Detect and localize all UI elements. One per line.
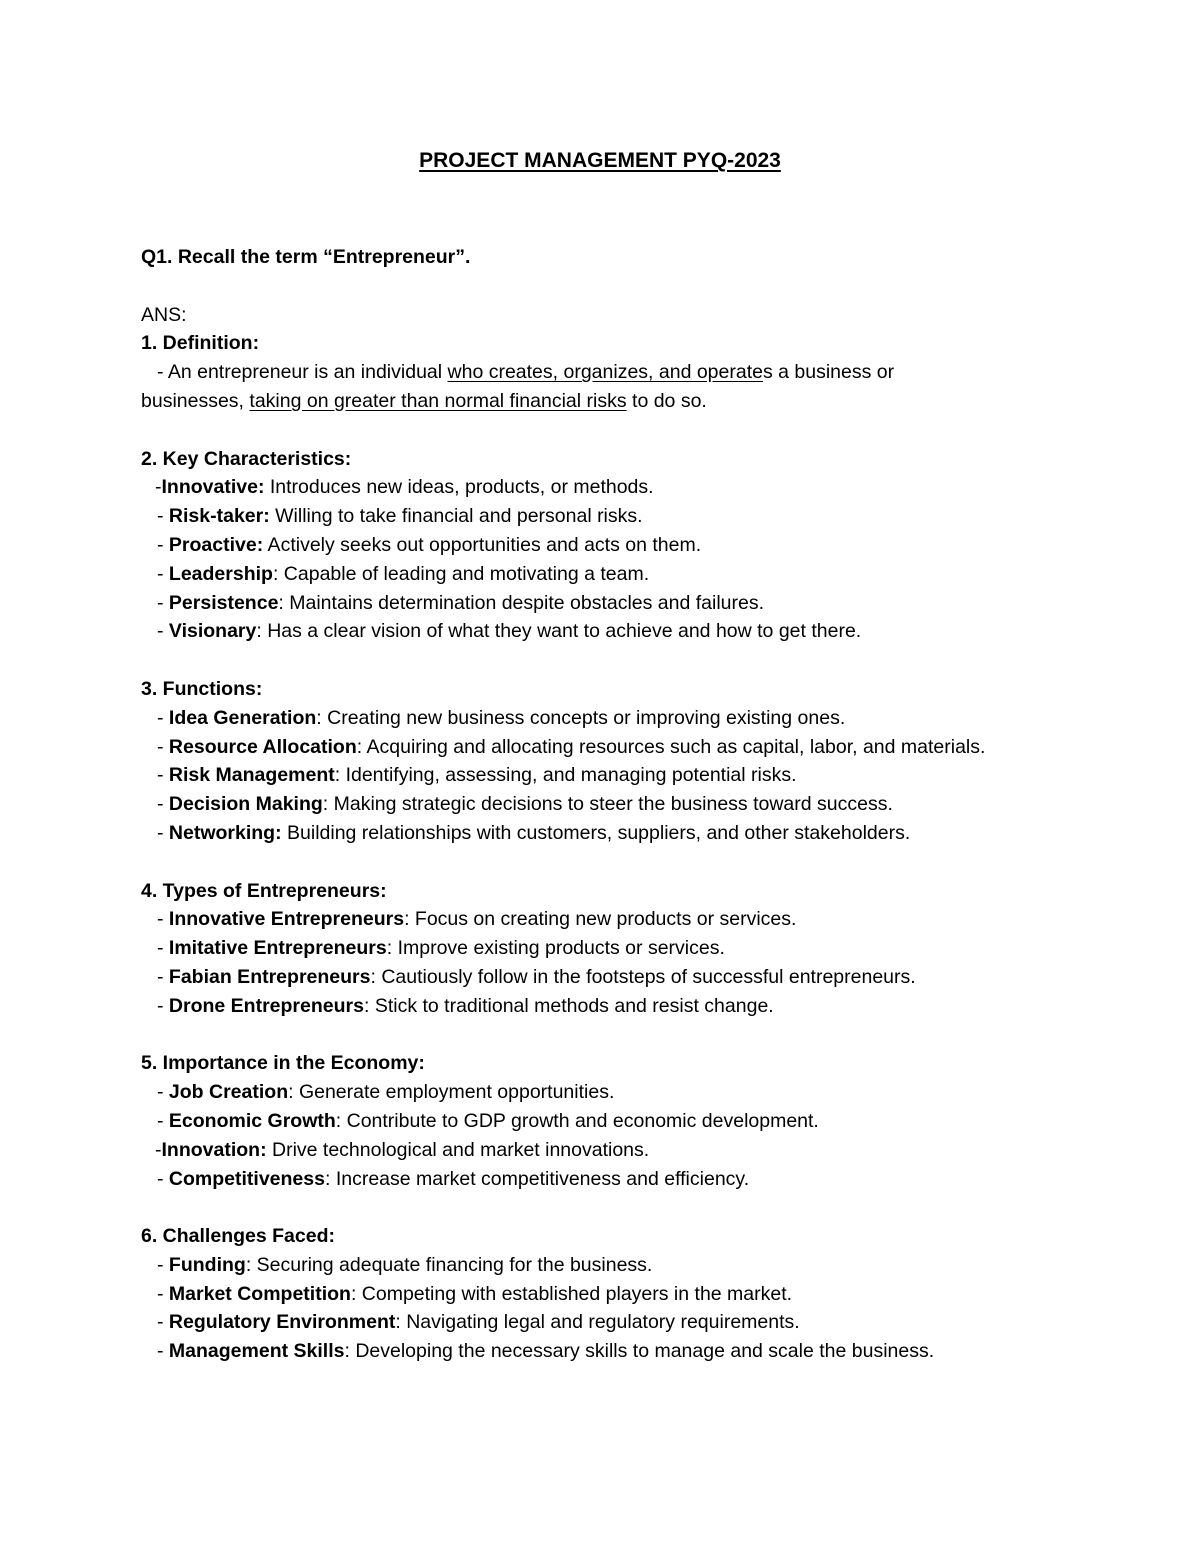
list-text: : Competing with established players in the market. — [350, 1282, 793, 1305]
list-item — [141, 531, 1101, 560]
list-item — [141, 617, 1101, 646]
list-term: Idea Generation — [168, 706, 317, 729]
list-term: Regulatory Environment — [168, 1311, 396, 1334]
list-term: Leadership — [168, 562, 273, 585]
list-text: Actively seeks out opportunities and acts on them. — [263, 533, 702, 556]
list-text: : Developing the necessary skills to manage and scale the business. — [344, 1340, 935, 1363]
definition-heading: 1. Definition: — [141, 332, 260, 355]
list-term: Persistence — [168, 591, 279, 614]
characteristics-heading: 2. Key Characteristics: — [141, 447, 352, 470]
list-item — [141, 589, 1101, 618]
definition-text: s a business or — [762, 361, 895, 384]
functions-heading: 3. Functions: — [141, 677, 263, 700]
list-term: Innovative: — [161, 476, 265, 499]
list-dash: - — [157, 994, 169, 1017]
list-text: : Increase market competitiveness and efficiency. — [324, 1167, 750, 1190]
spacer — [141, 272, 1101, 301]
spacer — [141, 646, 1101, 675]
document-title: PROJECT MANAGEMENT PYQ-2023 — [419, 149, 781, 172]
spacer — [141, 848, 1101, 877]
question-heading: Q1. Recall the term “Entrepreneur”. — [141, 246, 471, 268]
list-term: Resource Allocation — [168, 735, 357, 758]
definition-line-1 — [141, 358, 1101, 387]
definition-underlined-text: taking on greater than normal financial risks — [249, 389, 627, 412]
list-term: Imitative Entrepreneurs — [168, 937, 387, 960]
list-dash: - — [157, 533, 169, 556]
list-text: Building relationships with customers, suppliers, and other stakeholders. — [281, 821, 911, 844]
list-text: Drive technological and market innovations. — [266, 1138, 650, 1161]
list-text: : Improve existing products or services. — [386, 937, 725, 960]
list-dash: - — [155, 1138, 162, 1161]
list-text: : Has a clear vision of what they want to achieve and how to get there. — [256, 620, 862, 643]
list-dash: - — [155, 476, 162, 499]
challenges-heading: 6. Challenges Faced: — [141, 1225, 335, 1248]
list-dash: - — [157, 1253, 169, 1276]
list-term: Proactive: — [168, 533, 264, 556]
list-term: Competitiveness — [168, 1167, 325, 1190]
answer-label: ANS: — [141, 303, 187, 326]
list-item — [141, 1107, 1101, 1136]
list-term: Visionary — [168, 620, 257, 643]
list-term: Drone Entrepreneurs — [168, 994, 364, 1017]
definition-text: to do so. — [626, 389, 707, 412]
list-item — [141, 1308, 1101, 1337]
importance-heading: 5. Importance in the Economy: — [141, 1052, 425, 1075]
list-item — [141, 1136, 1101, 1165]
list-dash: - — [157, 735, 169, 758]
spacer — [141, 416, 1101, 445]
list-term: Fabian Entrepreneurs — [168, 965, 371, 988]
list-item — [141, 1337, 1101, 1366]
list-dash: - — [157, 1081, 169, 1104]
list-item — [141, 1078, 1101, 1107]
list-text: : Making strategic decisions to steer the business toward success. — [322, 793, 893, 816]
list-dash: - — [157, 764, 169, 787]
list-term: Economic Growth — [168, 1109, 336, 1132]
list-term: Funding — [168, 1253, 246, 1276]
list-dash: - — [157, 965, 169, 988]
list-dash: - — [157, 562, 169, 585]
list-term: Innovation: — [161, 1138, 267, 1161]
list-term: Job Creation — [168, 1081, 289, 1104]
list-dash: - — [157, 1282, 169, 1305]
list-dash: - — [157, 1340, 169, 1363]
list-term: Decision Making — [168, 793, 323, 816]
types-heading: 4. Types of Entrepreneurs: — [141, 879, 387, 902]
list-item — [141, 819, 1101, 848]
list-term: Management Skills — [168, 1340, 345, 1363]
list-item — [141, 473, 1101, 502]
list-item — [141, 704, 1101, 733]
list-text: Willing to take financial and personal risks. — [269, 505, 643, 528]
list-item — [141, 502, 1101, 531]
list-dash: - — [157, 1167, 169, 1190]
list-text: : Cautiously follow in the footsteps of successful entrepreneurs. — [370, 965, 916, 988]
definition-underlined-text: who creates, organizes, and operate — [447, 361, 763, 384]
list-text: : Maintains determination despite obstacles and failures. — [278, 591, 765, 614]
list-text: : Generate employment opportunities. — [288, 1081, 615, 1104]
list-term: Market Competition — [168, 1282, 351, 1305]
spacer — [141, 1021, 1101, 1050]
list-text: : Focus on creating new products or services. — [404, 908, 797, 931]
list-item — [141, 790, 1101, 819]
list-term: Risk-taker: — [168, 505, 270, 528]
list-text: : Stick to traditional methods and resist change. — [363, 994, 774, 1017]
list-text: : Securing adequate financing for the business. — [245, 1253, 653, 1276]
list-dash: - — [157, 1109, 169, 1132]
list-text: : Creating new business concepts or improving existing ones. — [316, 706, 846, 729]
list-dash: - — [157, 591, 169, 614]
list-item — [141, 560, 1101, 589]
list-dash: - — [157, 937, 169, 960]
list-term: Risk Management — [168, 764, 335, 787]
list-text: : Contribute to GDP growth and economic development. — [335, 1109, 819, 1132]
list-text: : Acquiring and allocating resources such as capital, labor, and materials. — [356, 735, 986, 758]
definition-text: businesses, — [141, 389, 250, 412]
spacer — [141, 1193, 1101, 1222]
list-item — [141, 761, 1101, 790]
list-item — [141, 905, 1101, 934]
list-item — [141, 733, 1101, 762]
list-item — [141, 1165, 1101, 1194]
list-dash: - — [157, 505, 169, 528]
list-item — [141, 992, 1101, 1021]
definition-text: - An entrepreneur is an individual — [157, 361, 448, 384]
list-dash: - — [157, 620, 169, 643]
list-item — [141, 934, 1101, 963]
list-text: Introduces new ideas, products, or methods. — [264, 476, 654, 499]
list-term: Innovative Entrepreneurs — [168, 908, 405, 931]
list-term: Networking: — [168, 821, 282, 844]
list-dash: - — [157, 821, 169, 844]
document-body — [141, 243, 1101, 1366]
list-text: : Capable of leading and motivating a team. — [272, 562, 650, 585]
list-text: : Navigating legal and regulatory requirements. — [395, 1311, 800, 1334]
list-item — [141, 1280, 1101, 1309]
list-dash: - — [157, 793, 169, 816]
list-text: : Identifying, assessing, and managing potential risks. — [334, 764, 797, 787]
list-dash: - — [157, 1311, 169, 1334]
list-dash: - — [157, 908, 169, 931]
list-dash: - — [157, 706, 169, 729]
list-item — [141, 1251, 1101, 1280]
list-item — [141, 963, 1101, 992]
definition-line-2 — [141, 387, 1101, 416]
